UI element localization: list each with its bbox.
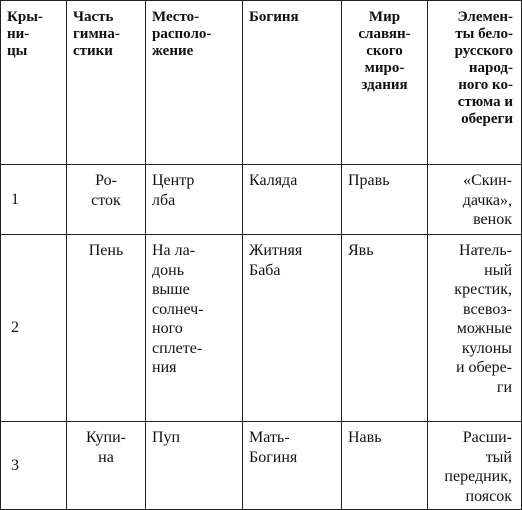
cell-location [146, 165, 243, 235]
table-row [1, 165, 522, 235]
cell-elements [428, 422, 522, 510]
header-text: Богиня [249, 9, 299, 25]
table-header-row [1, 1, 522, 165]
cell-text: Навь [348, 429, 382, 446]
cell-num [1, 422, 67, 510]
cell-part [67, 422, 146, 510]
cell-num [1, 235, 67, 422]
cell-text: Мать- Богиня [249, 429, 298, 466]
cell-text: Каляда [249, 172, 298, 189]
cell-text: 3 [11, 456, 19, 474]
cell-goddess [243, 235, 342, 422]
cell-text: Пуп [152, 429, 181, 446]
header-elements [428, 1, 522, 165]
cell-text: Явь [348, 242, 374, 259]
cell-text: Натель- ный крестик, всевоз- можные кулоны и обере- ги [454, 242, 512, 396]
header-text: Кры- ни- цы [7, 9, 43, 59]
cell-goddess [243, 422, 342, 510]
cell-text: «Скин- дачка», венок [462, 172, 512, 228]
cell-text: 2 [11, 319, 19, 337]
table-row [1, 235, 522, 422]
cell-location [146, 235, 243, 422]
cell-text: Ро- сток [91, 172, 121, 209]
cell-world [342, 422, 428, 510]
cell-part [67, 235, 146, 422]
cell-part [67, 165, 146, 235]
header-text: Элемен- ты бело- русского народ- ного ко- стюма и обереги [454, 9, 513, 127]
cell-text: Купи- на [86, 429, 126, 466]
cell-world [342, 165, 428, 235]
header-location [146, 1, 243, 165]
cell-location [146, 422, 243, 510]
cell-text: Центр лба [152, 172, 195, 209]
cell-text: Пень [88, 242, 124, 259]
cell-goddess [243, 165, 342, 235]
table-row [1, 422, 522, 510]
header-goddess [243, 1, 342, 165]
header-world [342, 1, 428, 165]
cell-text: На ла- донь выше солнеч- ного сплете- ния [152, 242, 204, 376]
cell-world [342, 235, 428, 422]
header-krynitsy [1, 1, 67, 165]
cell-num [1, 165, 67, 235]
cell-text: Житняя Баба [249, 242, 303, 279]
cell-text: Расши- тый передник, поясок [444, 429, 512, 505]
header-text: Место- располо- жение [152, 9, 212, 59]
cell-text: 1 [11, 190, 19, 208]
header-part [67, 1, 146, 165]
header-text: Часть гимна- стики [73, 9, 120, 59]
cell-elements [428, 165, 522, 235]
cell-text: Правь [348, 172, 390, 189]
cell-elements [428, 235, 522, 422]
header-text: Мир славян- ского миро- здания [358, 9, 411, 93]
